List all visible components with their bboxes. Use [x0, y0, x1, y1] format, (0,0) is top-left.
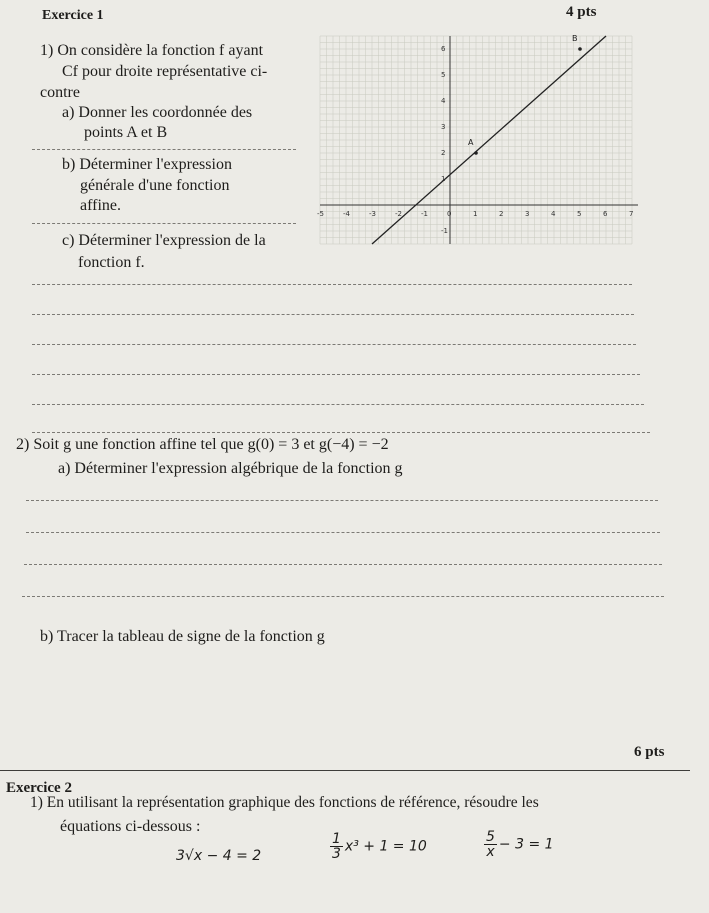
q2a-text: a) Déterminer l'expression algébrique de la fonction g [58, 460, 403, 477]
answer-line [32, 344, 636, 345]
y-tick-label: 4 [441, 97, 446, 105]
exercise1-points: 4 pts [566, 4, 597, 20]
exercise2-points: 6 pts [634, 744, 665, 760]
q1a-line1: a) Donner les coordonnée des [62, 104, 253, 121]
x-tick-label: 3 [525, 210, 530, 218]
y-tick-label: 1 [441, 175, 446, 183]
equation-1: 3√x − 4 = 2 [176, 848, 262, 864]
equation-2 [330, 832, 427, 861]
answer-line [24, 564, 662, 565]
eq2-rest: x³ + 1 = 10 [344, 838, 427, 855]
q1c-line2: fonction f. [78, 254, 145, 271]
y-tick-label: 5 [441, 71, 446, 79]
eq3-numerator: 5 [486, 829, 495, 845]
ex2-q1-line1: 1) En utilisant la représentation graphique des fonctions de référence, résoudre les [30, 794, 539, 811]
answer-line [32, 284, 632, 285]
x-tick-label: 0 [447, 210, 452, 218]
q1-line3: contre [40, 84, 80, 101]
q1a-line2: points A et B [84, 124, 168, 141]
x-tick-label: 2 [499, 210, 504, 218]
exercise2-title: Exercice 2 [6, 780, 72, 796]
point-label-a: A [468, 138, 474, 147]
q2b-text: b) Tracer la tableau de signe de la fonction g [40, 628, 325, 645]
answer-line [32, 223, 296, 224]
x-tick-label: -2 [395, 210, 402, 218]
x-tick-label: 4 [551, 210, 556, 218]
eq2-denominator: 3 [332, 846, 341, 862]
x-tick-label: -3 [369, 210, 376, 218]
q1b-line1: b) Déterminer l'expression [62, 156, 232, 173]
x-tick-label: 1 [473, 210, 478, 218]
x-tick-label: -4 [343, 210, 350, 218]
x-tick-label: 7 [629, 210, 634, 218]
answer-line [32, 404, 644, 405]
answer-line [32, 314, 634, 315]
x-tick-label: -1 [421, 210, 428, 218]
answer-line [32, 149, 296, 150]
point-a [474, 151, 478, 155]
point-label-b: B [572, 34, 578, 43]
y-tick-label: 3 [441, 123, 446, 131]
exercise1-title: Exercice 1 [42, 8, 104, 23]
eq3-rest: − 3 = 1 [498, 836, 554, 853]
answer-line [32, 374, 640, 375]
y-tick-label: 2 [441, 149, 446, 157]
q1-line1: 1) On considère la fonction f ayant [40, 42, 264, 59]
q1b-line2: générale d'une fonction [80, 177, 230, 194]
ex2-q1-line2: équations ci-dessous : [60, 818, 201, 835]
answer-line [26, 500, 658, 501]
q1b-line3: affine. [80, 197, 122, 214]
y-tick-label: 6 [441, 45, 446, 53]
equation-3 [484, 830, 554, 859]
answer-line [32, 432, 650, 433]
x-tick-label: -5 [317, 210, 324, 218]
section-divider [0, 770, 690, 771]
answer-line [22, 596, 664, 597]
eq3-denominator: x [486, 844, 495, 860]
x-tick-label: 5 [577, 210, 582, 218]
x-tick-label: 6 [603, 210, 608, 218]
y-tick-label: -1 [441, 227, 448, 235]
q1c-line1: c) Déterminer l'expression de la [62, 232, 266, 249]
point-b [578, 47, 582, 51]
q2-text: 2) Soit g une fonction affine tel que g(0) = 3 et g(−4) = −2 [16, 436, 389, 453]
function-graph [298, 28, 640, 252]
q1-line2: Cf pour droite représentative ci- [62, 63, 268, 80]
answer-line [26, 532, 660, 533]
eq2-numerator: 1 [332, 831, 341, 847]
